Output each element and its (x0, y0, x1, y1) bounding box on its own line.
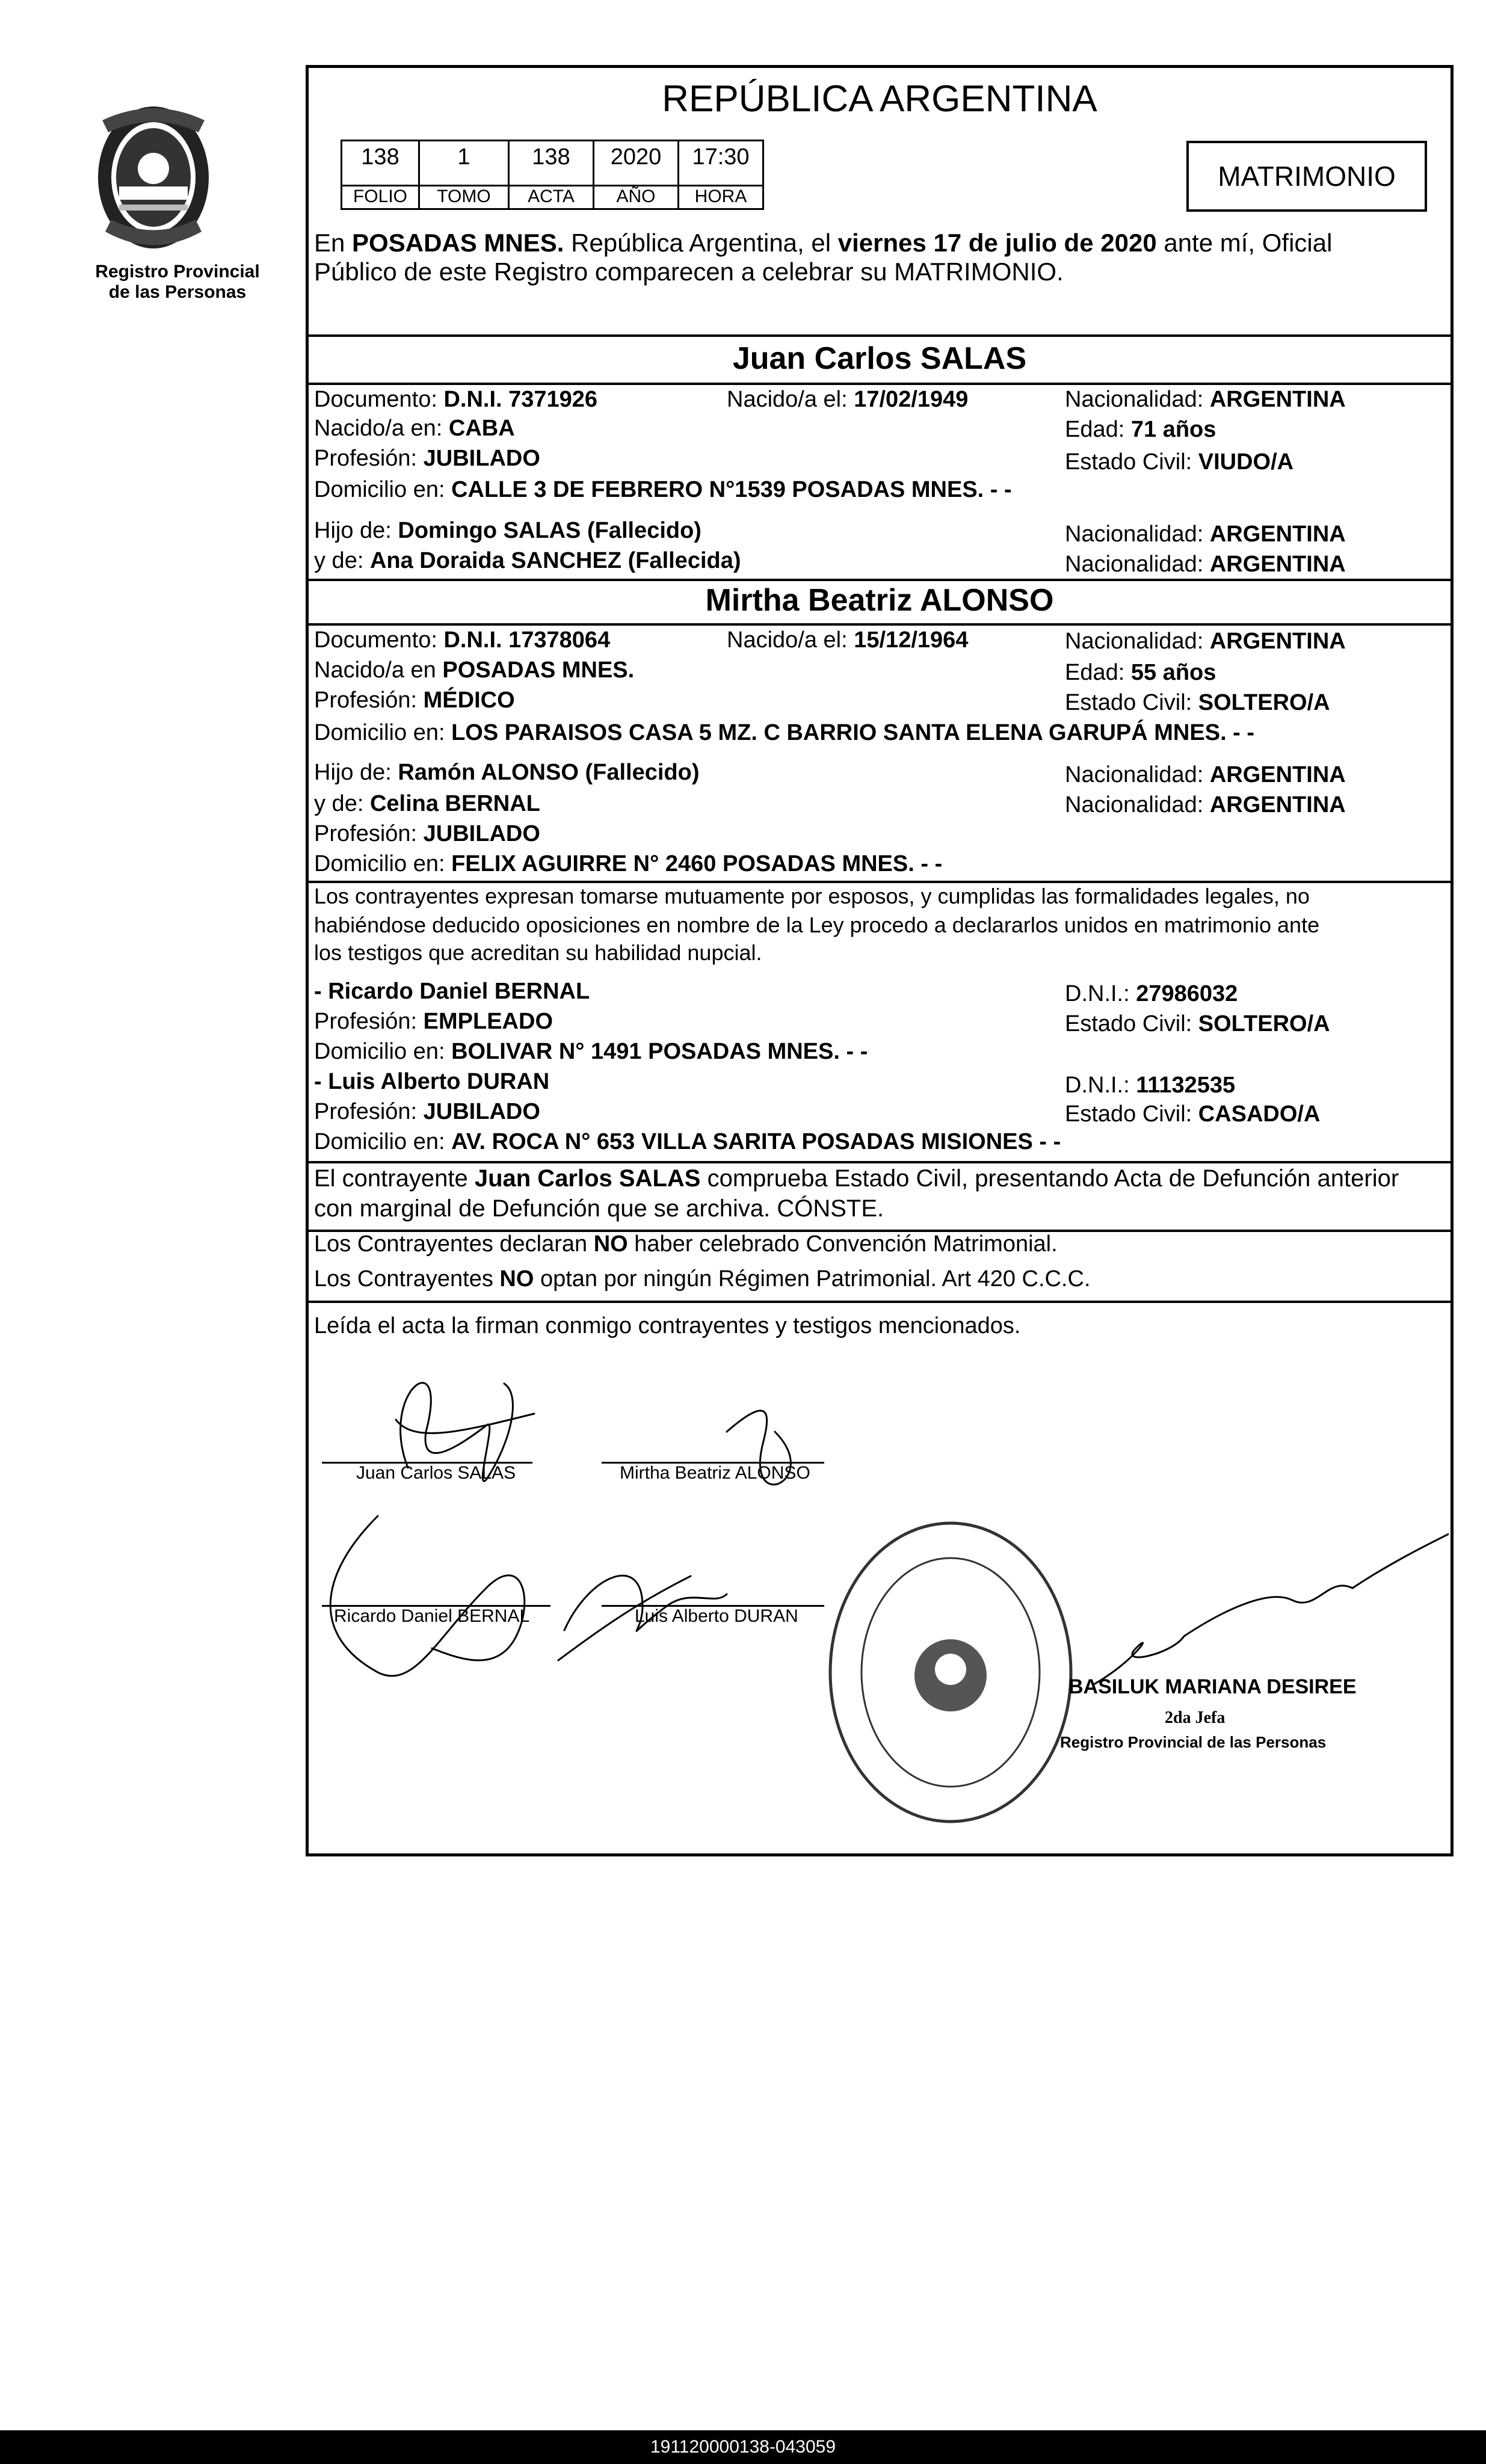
c2-nacionalidad: Nacionalidad: ARGENTINA (1065, 629, 1346, 654)
testigo-1-domicilio: Domicilio en: BOLIVAR N° 1491 POSADAS MNES. - - (314, 1039, 868, 1064)
firma-t2-caption: Luis Alberto DURAN (635, 1606, 798, 1626)
testigo-2-profesion: Profesión: JUBILADO (314, 1099, 540, 1124)
c1-lugar: Nacido/a en: CABA (314, 416, 515, 441)
c2-documento: Documento: D.N.I. 17378064 (314, 627, 611, 653)
cierre-text: Leída el acta la firman conmigo contrayentes y testigos mencionados. (314, 1313, 1021, 1338)
c2-nacimiento: Nacido/a el: 15/12/1964 (727, 627, 969, 653)
firma-c2-caption: Mirtha Beatriz ALONSO (620, 1463, 810, 1483)
testigo-2-dni: D.N.I.: 11132535 (1065, 1073, 1236, 1098)
firma-c1-caption: Juan Carlos SALAS (356, 1463, 516, 1483)
oficial-cargo: 2da Jefa (1165, 1708, 1225, 1727)
c1-nacionalidad: Nacionalidad: ARGENTINA (1065, 387, 1346, 412)
registry-logo (90, 96, 265, 303)
c1-estado-civil: Estado Civil: VIUDO/A (1065, 449, 1294, 475)
c2-madre-domicilio: Domicilio en: FELIX AGUIRRE N° 2460 POSADAS MNES. - - (314, 851, 943, 876)
c1-profesion: Profesión: JUBILADO (314, 446, 540, 471)
c2-madre-nacionalidad: Nacionalidad: ARGENTINA (1065, 792, 1346, 818)
logo-line-1: Registro Provincial (95, 262, 260, 282)
c2-madre-profesion: Profesión: JUBILADO (314, 821, 540, 846)
tomo-label: TOMO (418, 185, 510, 210)
c2-padre: Hijo de: Ramón ALONSO (Fallecido) (314, 760, 700, 785)
c2-domicilio: Domicilio en: LOS PARAISOS CASA 5 MZ. C BARRIO SANTA ELENA GARUPÁ MNES. - - (314, 720, 1255, 745)
signature-oficial-icon (1094, 1534, 1449, 1684)
intro-line-2: Público de este Registro comparecen a celebrar su MATRIMONIO. (314, 257, 1064, 286)
contrayente-2-name: Mirtha Beatriz ALONSO (705, 583, 1054, 618)
intro-line-1: En POSADAS MNES. República Argentina, el viernes 17 de julio de 2020 ante mí, Oficial (314, 229, 1333, 257)
c2-lugar: Nacido/a en POSADAS MNES. (314, 658, 635, 683)
c2-padre-nacionalidad: Nacionalidad: ARGENTINA (1065, 762, 1346, 787)
hora-value: 17:30 (677, 140, 764, 186)
declaracion-line-1: Los contrayentes expresan tomarse mutuamente por esposos, y cumplidas las formalidades legales, no (314, 884, 1310, 908)
folio-label: FOLIO (341, 185, 420, 210)
c2-madre: y de: Celina BERNAL (314, 791, 540, 816)
c1-nacimiento: Nacido/a el: 17/02/1949 (727, 387, 969, 412)
contrayente-1-name: Juan Carlos SALAS (732, 341, 1027, 376)
c2-edad: Edad: 55 años (1065, 660, 1216, 685)
signature-t1-icon (330, 1516, 525, 1676)
oficial-org: Registro Provincial de las Personas (1060, 1733, 1327, 1751)
convencion-line-1: Los Contrayentes declaran NO haber celebrado Convención Matrimonial. (314, 1231, 1058, 1257)
c1-padre-nacionalidad: Nacionalidad: ARGENTINA (1065, 522, 1346, 547)
province-emblem-icon (90, 96, 217, 259)
testigo-2-name: - Luis Alberto DURAN (314, 1069, 550, 1094)
acta-label: ACTA (508, 185, 594, 210)
c1-madre-nacionalidad: Nacionalidad: ARGENTINA (1065, 552, 1346, 577)
document-code: 191120000138-043059 (0, 2430, 1486, 2464)
c1-padre: Hijo de: Domingo SALAS (Fallecido) (314, 518, 701, 543)
folio-value: 138 (341, 140, 420, 186)
testigo-2-estado-civil: Estado Civil: CASADO/A (1065, 1101, 1321, 1127)
testigo-1-profesion: Profesión: EMPLEADO (314, 1009, 553, 1034)
anio-value: 2020 (593, 140, 679, 186)
c1-madre: y de: Ana Doraida SANCHEZ (Fallecida) (314, 548, 741, 573)
c1-documento: Documento: D.N.I. 7371926 (314, 387, 598, 412)
testigo-2-domicilio: Domicilio en: AV. ROCA N° 653 VILLA SARITA POSADAS MISIONES - - (314, 1129, 1061, 1154)
testigo-1-estado-civil: Estado Civil: SOLTERO/A (1065, 1011, 1330, 1036)
declaracion-line-3: los testigos que acreditan su habilidad nupcial. (314, 940, 762, 965)
oficial-name: BASILUK MARIANA DESIREE (1068, 1675, 1357, 1698)
official-seal-icon (824, 1516, 1077, 1829)
c2-profesion: Profesión: MÉDICO (314, 688, 515, 713)
acta-value: 138 (508, 140, 594, 186)
logo-line-2: de las Personas (108, 282, 247, 302)
c1-domicilio: Domicilio en: CALLE 3 DE FEBRERO N°1539 POSADAS MNES. - - (314, 477, 1012, 502)
act-type-box: MATRIMONIO (1186, 141, 1427, 212)
declaracion-line-2: habiéndose deducido oposiciones en nombre de la Ley procedo a declararlos unidos en matrimonio ante (314, 913, 1320, 937)
nota-estado-line-1: El contrayente Juan Carlos SALAS comprueba Estado Civil, presentando Acta de Defunción anterior (314, 1165, 1399, 1192)
nota-estado-line-2: con marginal de Defunción que se archiva. CÓNSTE. (314, 1195, 884, 1222)
firma-t1-caption: Ricardo Daniel BERNAL (334, 1606, 530, 1626)
convencion-line-2: Los Contrayentes NO optan por ningún Régimen Patrimonial. Art 420 C.C.C. (314, 1266, 1091, 1292)
c2-estado-civil: Estado Civil: SOLTERO/A (1065, 690, 1330, 715)
c1-edad: Edad: 71 años (1065, 417, 1216, 442)
tomo-value: 1 (418, 140, 510, 186)
page-title: REPÚBLICA ARGENTINA (662, 78, 1097, 120)
testigo-1-name: - Ricardo Daniel BERNAL (314, 979, 590, 1004)
hora-label: HORA (677, 185, 764, 210)
testigo-1-dni: D.N.I.: 27986032 (1065, 981, 1238, 1006)
anio-label: AÑO (593, 185, 679, 210)
